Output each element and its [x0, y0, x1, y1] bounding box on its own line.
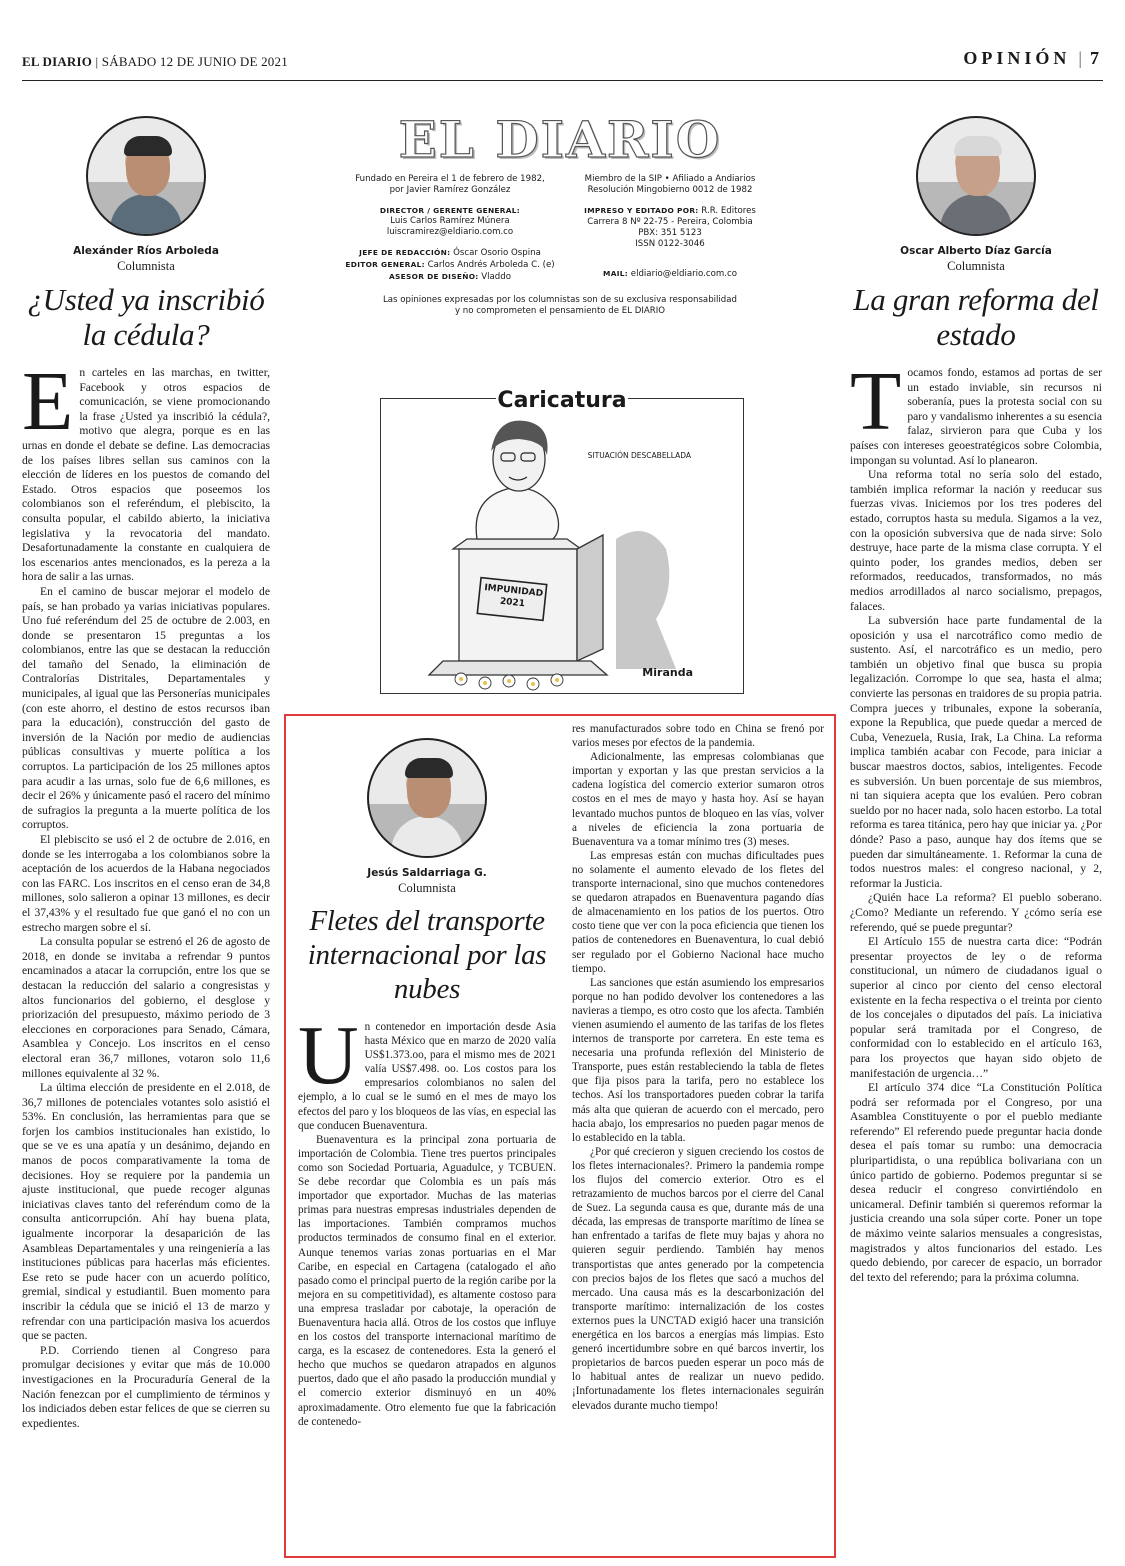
author-name: Oscar Alberto Díaz García — [900, 245, 1052, 257]
disclaimer — [340, 295, 780, 317]
paragraph: La subversión hace parte fundamental de la oposición y usa el narcotráfico como medio de sustento. Así, el narcotráfico es un medio, pero también un objetivo final que busca su propia legalización. Corrompe lo que sea, hasta el alma; convierte las personas en traidores de su propia patria. Compra jueces y tribunales, expone la soberanía, expone la Republica, que puede quedar a merced de Cuba, Venezuela, Rusia, Irak, La China. La reforma implica también acabar con Fecode, para iniciar a buscar maestros doctos, sabios, inteligentes. Fecode es subversión. Un buen porcentaje de sus miembros, ni tan siquiera acepta que los evalúen. Pero cobran sueldo por no hacer nada, solo hacen estorbo. La total reforma es tarea titánica, pero hay que iniciar ya. ¿Por dónde? Paso a paso, aunque hay dos ítems que se pueden dar simultáneamente. 1. Reformar la cuna de todos nuestros males: el congreso nacional, y 2, reformar la Justicia. — [850, 614, 1102, 890]
featured-article — [284, 714, 836, 1558]
member-line: Miembro de la SIP • Afiliado a Andiarios — [584, 174, 756, 184]
masthead-info-right — [560, 174, 780, 283]
cartoon-illustration-icon — [381, 399, 744, 694]
cartoon-caption: SITUACIÓN DESCABELLADA — [587, 451, 691, 460]
featured-right-column — [572, 722, 824, 1413]
cartoon-label: Caricatura — [496, 388, 628, 418]
founded-line: Fundado en Pereira el 1 de febrero de 1982, — [355, 174, 545, 184]
mail-caption: MAIL: — [603, 269, 629, 278]
member-line: Resolución Mingobierno 0012 de 1982 — [587, 185, 753, 195]
pbx: PBX: 351 5123 — [638, 228, 702, 238]
paragraph: Buenaventura es la principal zona portuaria de importación de Colombia. Tiene tres puertos principales como son Sociedad Portuaria, Aguadulce, y TCBUEN. Se debe recordar que Colombia es un país más importador que exportador. Muchas de las materias primas para nuestras empresas industriales dependen de las importaciones. También compramos muchos productos terminados de consumo final en el exterior. Aunque tenemos varias zonas portuarias en el Mar Caribe, en especial en Cartagena (catalogado el año pasado como el principal puerto de la región caribe por la mejora en su competitividad), es altamente costoso para una empresa trasladar por cabotaje, la operación de Buenaventura hacia allá. Otros de los costos que influye en los costos del transporte internacional marítimo de carga, es la escasez de contenedores. Esta la generó el hecho que muchos se quedaron atrapados en algunos puertos, dado que el año pasado la producción mundial y el comercio exterior disminuyó en un 40% aproximadamente. Otro elemento fue que la fabricación de contenedo- — [298, 1133, 556, 1428]
header-divider: | — [95, 54, 102, 69]
article-title: ¿Usted ya inscribió la cédula? — [27, 282, 265, 352]
asesor-caption: ASESOR DE DISEÑO: — [389, 272, 479, 281]
featured-left-column — [298, 722, 556, 1429]
header-date-line — [22, 54, 288, 70]
author-role: Columnista — [398, 881, 456, 895]
printed-line — [560, 205, 780, 217]
paragraph: res manufacturados sobre todo en China se frenó por varios meses por efectos de la pandemia. — [572, 723, 824, 750]
author-photo-featured — [367, 738, 487, 858]
printed-caption: IMPRESO Y EDITADO POR: — [584, 206, 699, 215]
jefe-caption: JEFE DE REDACCIÓN: — [359, 248, 451, 257]
photo-shirt — [391, 816, 463, 858]
mail-line — [560, 268, 780, 280]
photo-shirt — [940, 194, 1012, 236]
plaque-line: IMPUNIDAD — [483, 582, 544, 600]
paragraph: El Artículo 155 de nuestra carta dice: “Podrán presentar proyectos de ley o de reforma constitucional, un número de ciudadanos igual o superior al cinco por ciento del censo electoral existente en la fecha respectiva o el treinta por ciento de los concejales o diputados del país. La iniciativa popular será tramitada por el Congreso, de conformidad con lo establecido en el artículo 163, para los proyectos que hayan sido objeto de manifestación de urgencia…” — [850, 935, 1102, 1080]
dropcap: E — [22, 355, 74, 448]
page-header — [22, 48, 1103, 80]
header-date: SÁBADO 12 DE JUNIO DE 2021 — [101, 54, 288, 69]
editor-line — [340, 259, 560, 271]
disclaimer-line: Las opiniones expresadas por los columnistas son de su exclusiva responsabilidad — [383, 295, 737, 305]
header-paper-name: EL DIARIO — [22, 54, 93, 69]
jefe-line — [340, 247, 560, 259]
masthead-info — [340, 174, 780, 283]
jefe-name: Óscar Osorio Ospina — [453, 248, 541, 258]
editor-caption: EDITOR GENERAL: — [345, 260, 425, 269]
newspaper-logo: EL DIARIO — [398, 110, 722, 169]
cartoonist-signature: Miranda — [642, 666, 693, 679]
dropcap: U — [298, 1009, 359, 1102]
article-body-continued — [572, 722, 824, 1413]
author-name: Alexánder Ríos Arboleda — [73, 245, 219, 257]
paragraph: ¿Por qué crecieron y siguen creciendo los costos de los fletes internacionales?. Primero la pandemia rompe los flujos del comercio exterior. Otro es el retrazamiento de muchos barcos por el cierre del Canal de Suez. La segunda causa es que, durante más de una década, las empresas de transporte marítimo de línea se han enfrentado a tarifas de flete muy bajas y ahora no quieren seguir perdiendo. También hay menos transportistas que antes generado por la competencia con precios bajos de los fletes que sacó a muchos del mercado. Una causa más es la descarbonización del transporte marítimo: internalización de los costes externos pues la UNCTAD exigió hacer una transición energética en los barcos a energías más limpias. Esto generó incertidumbre sobre en qué barcos invertir, los propietarios de barcos pueden esperar un poco más de lo habitual antes de realizar un nuevo pedido. ¡Infortunadamente los fletes internacionales seguirán elevados durante mucho tiempo! — [572, 1145, 824, 1412]
paragraph: n carteles en las marchas, en twitter, Facebook y otros espacios de comunicación, se viene promocionando la frase ¿Usted ya inscribió la cédula?, motivo que alegra, porque es en las urnas en donde el debate se define. Las democracias de los países libres sellan sus caminos con la elección de líderes en los puestos de comando del Estado. Otros espacios que poseemos los colombianos son el referéndum, el plebiscito, la consulta popular, el cabildo abierto, la iniciativa legislativa y la revocatoria del mandato. Desafortunadamente la constante en cualquiera de los escenarios antes mencionados, es la pereza a la hora de salir a las urnas. — [22, 366, 270, 584]
right-column — [850, 92, 1102, 1285]
disclaimer-line: y no comprometen el pensamiento de EL DIARIO — [454, 306, 666, 316]
header-rule — [22, 80, 1103, 81]
paragraph: Una reforma total no sería solo del estado, también implica reformar la nación y reeducar sus fuerzas vivas. Iniciemos por los tres poderes del estado, corruptos hasta su medula. Sigamos a la vez, con la oposición subversiva que de nada sirve: Solo destruye, hace parte de la misma clase corrupta. Y el quinto poder, los grandes medios, deben ser reformados, reeducados, transformados, no más medios arrodillados al narco socialismo, prepagos, falaces. — [850, 468, 1102, 613]
photo-hair — [405, 758, 453, 778]
issn: ISSN 0122-3046 — [635, 239, 705, 249]
dropcap: T — [850, 355, 902, 448]
printed-name: R.R. Editores — [701, 206, 756, 216]
article-title: La gran reforma del estado — [853, 282, 1099, 352]
plaque-line: 2021 — [499, 596, 526, 610]
article-body — [22, 355, 270, 1431]
paragraph: Adicionalmente, las empresas colombianas que importan y exportan y las que prestan servicios a la cadena logística del comercio exterior sumaron otros costos en el mes de mayo y hasta hoy. Así se hayan levantado muchos puntos de bloqueo en las vías, volver a niveles de eficiencia la zona portuaria de Buenaventura va a tomar mínimo tres (3) meses. — [572, 751, 824, 848]
photo-hair — [954, 136, 1002, 156]
paragraph: ocamos fondo, estamos ad portas de ser un estado inviable, sin recursos ni soberanía, pues la protesta social con su paro y vandalismo inherentes a su esencia falaz, sirvieron para que Cuba y los países con intereses geoestratégicos sobre Colombia, impongan su voluntad. Así lo planearon. — [850, 366, 1102, 467]
founded-line: por Javier Ramírez González — [389, 185, 511, 195]
page-number: 7 — [1090, 48, 1103, 68]
asesor-name: Vladdo — [481, 272, 511, 282]
article-body — [298, 1009, 556, 1429]
header-section — [963, 48, 1103, 69]
paragraph: ¿Quién hace La reforma? El pueblo soberano. ¿Como? Mediante un referendo. Y ¿cómo sería ese referendo, qué se puede preguntar? — [850, 891, 1102, 934]
cartoon-panel — [380, 398, 744, 694]
editor-name: Carlos Andrés Arboleda C. (e) — [427, 260, 555, 270]
address: Carrera 8 Nº 22-75 - Pereira, Colombia — [587, 217, 753, 227]
director-email: luiscramirez@eldiario.com.co — [386, 227, 514, 237]
author-photo-left — [86, 116, 206, 236]
paragraph: Las empresas están con muchas dificultades pues no solamente el aumento elevado de los fletes del transporte internacional, sino que muchos contenedores se quedaron atrapados en Buenaventura pagando días de almacenamiento en los patios de los puertos. Otro costo tiene que ver con la poca eficiencia que tienen los patios de contenedores en Buenaventura, lo cual debió ser regulado por el Gobierno Nacional hace mucho tiempo. — [572, 849, 824, 975]
photo-shirt — [110, 194, 182, 236]
section-name: OPINIÓN — [963, 48, 1071, 68]
author-role: Columnista — [947, 259, 1005, 273]
author-name: Jesús Saldarriaga G. — [367, 867, 487, 879]
paragraph: P.D. Corriendo tienen al Congreso para promulgar decisiones y evitar que más de 10.000 investigaciones en la Procuraduría General de la Nación fenezcan por el cumplimiento de términos y los indiciados deben estar felices de que se cierren su expedientes. — [22, 1343, 270, 1430]
article-title: Fletes del transporte internacional por las nubes — [307, 905, 547, 1005]
section-divider: | — [1078, 48, 1082, 68]
left-column — [22, 92, 270, 1431]
paragraph: El plebiscito se usó el 2 de octubre de 2.016, en donde se les interrogaba a los colombianos sobre la aceptación de los acuerdos de la Habana negociados con las FARC. Los inscritos en el censo eran de 34,8 millones, solo salieron a opinar 13 millones, es decir el 37,43% y el resultado fue que ganó el no con un estrecho margen sobre el sí. — [22, 833, 270, 934]
paragraph: El artículo 374 dice “La Constitución Política podrá ser reformada por el Congreso, por una Asamblea Constituyente o por el pueblo mediante referendo” El referendo puede preguntar hacia donde desea el país tomar su rumbo: una democracia pluripartidista, o una república bolivariana con un único partido de gobierno. Podemos preguntar si se desea reducir el congreso convirtiéndolo en unicameral. Definir también si queremos reformar la justicia creando una sola súper corte. Poner un tope de máximo veinte salarios mensuales a congresistas, magistrados y altos funcionarios del estado. Les quedo debiendo, por carecer de espacio, un borrador del texto del referendo; para la próxima columna. — [850, 1081, 1102, 1284]
photo-hair — [124, 136, 172, 156]
paragraph: La consulta popular se estrenó el 26 de agosto de 2018, en donde se invitaba a refrendar 9 puntos encaminados a atacar la corrupción, entre los que se destacan la reducción del salario a congresistas y altos funcionarios del gobierno, el desglose y priorización del presupuesto, máximo periodo de 3 elecciones en corporaciones para Senado, Cámara, Asamblea y Concejo. Los inscritos en el censo electoral eran 36,7 millones, votaron solo 11,6 millones equivalente al 32 %. — [22, 935, 270, 1080]
masthead-info-left — [340, 174, 560, 283]
director-caption: DIRECTOR / GERENTE GENERAL: — [379, 206, 521, 215]
director-name: Luis Carlos Ramírez Múnera — [390, 216, 510, 226]
paragraph: En el camino de buscar mejorar el modelo de país, se han probado ya varias iniciativas populares. Uno fué referéndum del 25 de octubre de 2.003, en donde se presentaron 15 preguntas a los colombianos, entre las que se destacan la reducción del tamaño del Senado, la eliminación de Contralorías Distritales, Departamentales y municipales, al igual que las Personerías municipales (con este ahorro, el destino de estos recursos iban para la educación), construcción del gasto de inversión de la Nación por medio de audiencias públicas consultivas y muerte política a los corruptos. La participación de los 25 millones aptos para acudir a las urnas, solo fue de 6,6 millones, es decir el 26% y únicamente pasó el racero del mínimo de sufragios la pregunta a la muerte política de los corruptos. — [22, 584, 270, 832]
paragraph: n contenedor en importación desde Asia hasta México que en marzo de 2020 valía US$1.373.oo, para el mismo mes de 2021 valía US$7.498. oo. Los costos para los empresarios colombianos no salen del ejemplo, a lo cual se le sumó en el mes de mayo los efectos del paro y los bloqueos de las vías, en especial las que conducen Buenaventura. — [298, 1021, 556, 1132]
masthead — [340, 112, 780, 317]
paragraph: La última elección de presidente en el 2.018, de 36,7 millones de potenciales votantes solo asistió el 53%. En conclusión, las herramientas para que se forjen los cambios institucionales han existido, lo que se ve es una apatía y un desánimo, dejando en manos de pocos comparativamente la toma de decisiones. Hoy se requiere por la pandemia un ajuste institucional, que puede recoger algunas iniciativas claves tanto del referéndum como de la consulta anticorrupción. Ahí hay buena plata, igualmente incorporar la desaparición de las Asambleas Departamentales y una reingeniería a las instituciones públicas para hacerlas más eficientes. Ese reto se pude hacer con un acuerdo político, gremial, sindical y estudiantil. Buen momento para inscribir la cédula que se inició el 13 de marzo y refrendar con una participación masiva los acuerdos que se pacten. — [22, 1081, 270, 1343]
mail-address[interactable]: eldiario@eldiario.com.co — [630, 269, 737, 279]
author-photo-right — [916, 116, 1036, 236]
author-role: Columnista — [117, 259, 175, 273]
article-body — [850, 355, 1102, 1285]
asesor-line — [340, 271, 560, 283]
paragraph: Las sanciones que están asumiendo los empresarios porque no han podido devolver los contenedores a las navieras a tiempo, es otro costo que los afecta. También vienen asumiendo el aumento de las tarifas de los fletes internos de transporte por carretera. En este tema es necesaria una profunda reflexión del Ministerio de Transporte, pues están restableciendo la tabla de fletes que fija pisos para la tarifa, pero no establece los techos. Así los transportadores pueden cobrar la tarifa más alta que quieran de acuerdo con el mercado, pero hacia abajo, los empresarios no pueden pagar menos de lo establecido en la tabla. — [572, 976, 824, 1144]
